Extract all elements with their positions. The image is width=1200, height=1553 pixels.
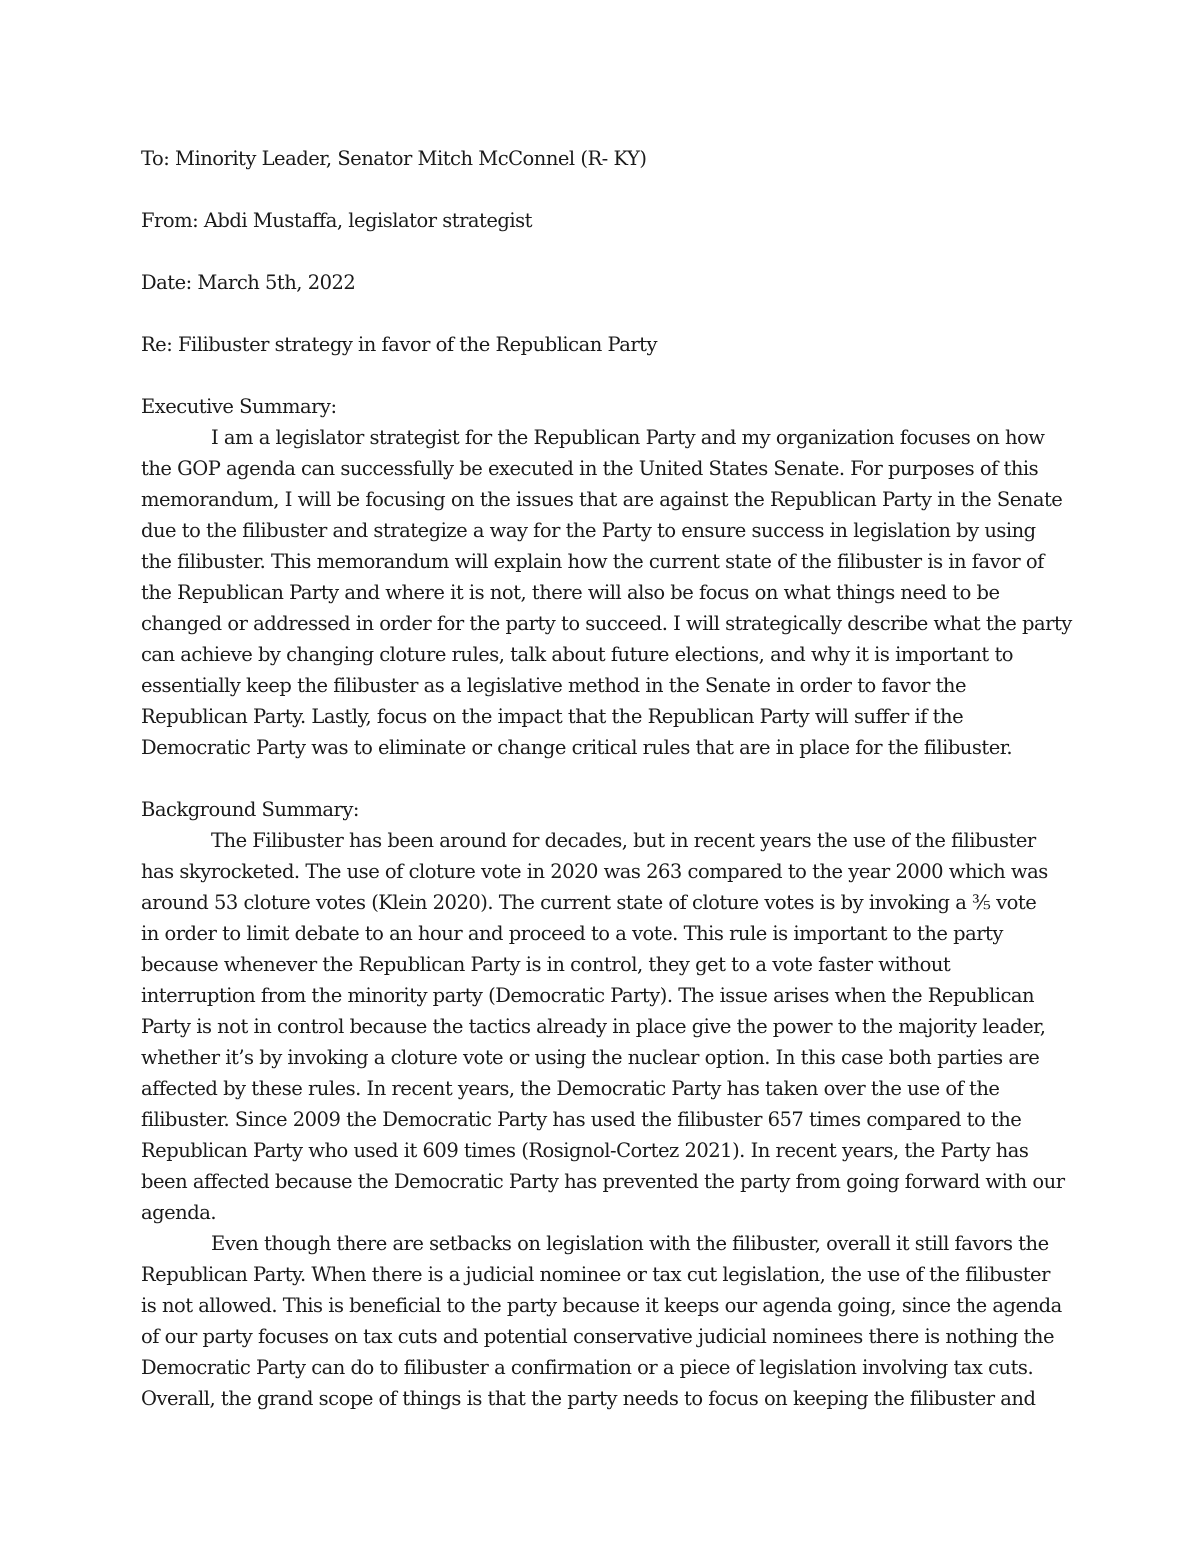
text-line: The Filibuster has been around for decades, but in recent years the use of the filibuster bbox=[211, 829, 1036, 852]
memo-from-line: From: Abdi Mustaffa, legislator strategist bbox=[141, 209, 532, 232]
text-line: Republican Party. When there is a judicial nominee or tax cut legislation, the use of the filibuster bbox=[141, 1263, 1050, 1286]
text-line: filibuster. Since 2009 the Democratic Party has used the filibuster 657 times compared to the bbox=[141, 1108, 1022, 1131]
memo-date-line: Date: March 5th, 2022 bbox=[141, 271, 356, 294]
text-line: Democratic Party can do to filibuster a confirmation or a piece of legislation involving tax cuts. bbox=[141, 1356, 1034, 1379]
background-summary-paragraph-2 bbox=[141, 1228, 1061, 1414]
text-line: Republican Party. Lastly, focus on the impact that the Republican Party will suffer if the bbox=[141, 705, 964, 728]
text-line: the filibuster. This memorandum will explain how the current state of the filibuster is in favor of bbox=[141, 550, 1044, 573]
text-line: due to the filibuster and strategize a way for the Party to ensure success in legislation by using bbox=[141, 519, 1036, 542]
text-line: affected by these rules. In recent years, the Democratic Party has taken over the use of the bbox=[141, 1077, 1000, 1100]
text-line: Overall, the grand scope of things is that the party needs to focus on keeping the filibuster and bbox=[141, 1387, 1036, 1410]
executive-summary-paragraph bbox=[141, 422, 1072, 763]
text-line: changed or addressed in order for the party to succeed. I will strategically describe what the party bbox=[141, 612, 1072, 635]
text-line: I am a legislator strategist for the Republican Party and my organization focuses on how bbox=[211, 426, 1045, 449]
text-line: Party is not in control because the tactics already in place give the power to the majority leader, bbox=[141, 1015, 1046, 1038]
memo-body bbox=[141, 143, 1072, 1414]
text-line: essentially keep the filibuster as a legislative method in the Senate in order to favor the bbox=[141, 674, 967, 697]
text-line: been affected because the Democratic Party has prevented the party from going forward with our bbox=[141, 1170, 1065, 1193]
memo-to-line: To: Minority Leader, Senator Mitch McConnel (R- KY) bbox=[141, 147, 647, 170]
text-line: of our party focuses on tax cuts and potential conservative judicial nominees there is nothing the bbox=[141, 1325, 1054, 1348]
text-line: whether it’s by invoking a cloture vote or using the nuclear option. In this case both parties are bbox=[141, 1046, 1040, 1069]
text-line: agenda. bbox=[141, 1201, 217, 1224]
background-summary-paragraph-1 bbox=[141, 825, 1065, 1228]
text-line: Democratic Party was to eliminate or change critical rules that are in place for the filibuster. bbox=[141, 736, 1013, 759]
text-line: interruption from the minority party (Democratic Party). The issue arises when the Republican bbox=[141, 984, 1035, 1007]
text-line: in order to limit debate to an hour and proceed to a vote. This rule is important to the party bbox=[141, 922, 1003, 945]
executive-summary-heading: Executive Summary: bbox=[141, 395, 337, 418]
text-line: has skyrocketed. The use of cloture vote in 2020 was 263 compared to the year 2000 which was bbox=[141, 860, 1048, 883]
text-line: the GOP agenda can successfully be executed in the United States Senate. For purposes of this bbox=[141, 457, 1039, 480]
text-line: Republican Party who used it 609 times (Rosignol-Cortez 2021). In recent years, the Party has bbox=[141, 1139, 1029, 1162]
background-summary-heading: Background Summary: bbox=[141, 798, 359, 821]
text-line: around 53 cloture votes (Klein 2020). The current state of cloture votes is by invoking a ⅗ vote bbox=[141, 891, 1037, 914]
text-line: memorandum, I will be focusing on the issues that are against the Republican Party in the Senate bbox=[141, 488, 1063, 511]
text-line: the Republican Party and where it is not, there will also be focus on what things need to be bbox=[141, 581, 1000, 604]
text-line: because whenever the Republican Party is in control, they get to a vote faster without bbox=[141, 953, 951, 976]
text-line: Even though there are setbacks on legislation with the filibuster, overall it still favors the bbox=[211, 1232, 1049, 1255]
memo-re-line: Re: Filibuster strategy in favor of the Republican Party bbox=[141, 333, 658, 356]
text-line: is not allowed. This is beneficial to the party because it keeps our agenda going, since the agenda bbox=[141, 1294, 1062, 1317]
text-line: can achieve by changing cloture rules, talk about future elections, and why it is important to bbox=[141, 643, 1014, 666]
